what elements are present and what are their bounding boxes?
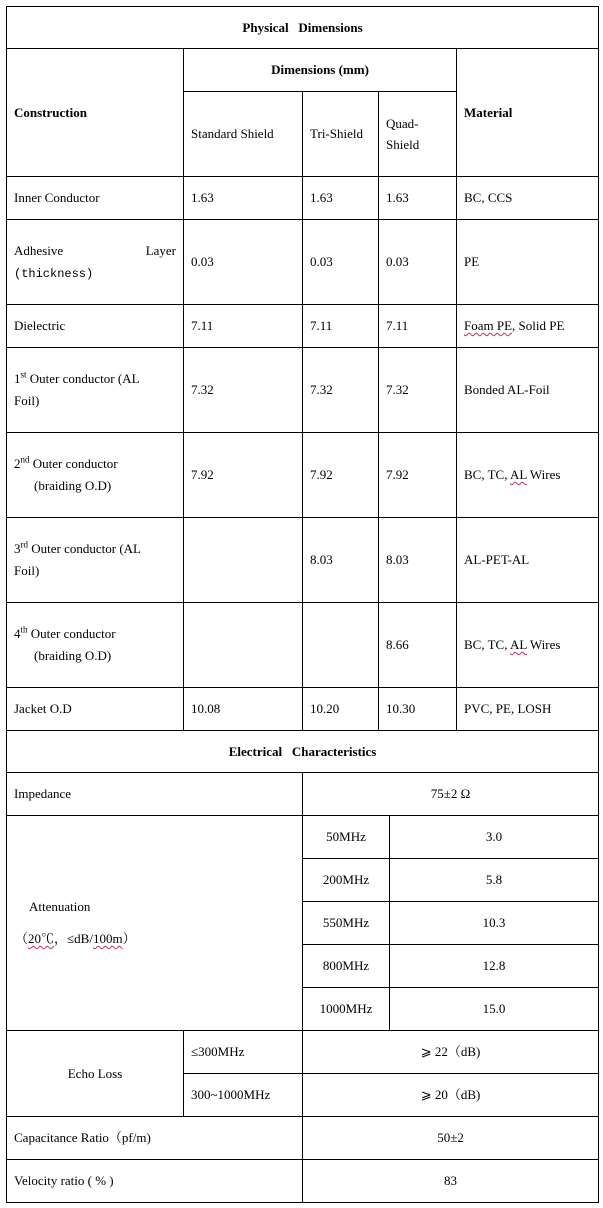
table-row: [7, 177, 599, 220]
attenuation-value: 3.0: [390, 816, 599, 859]
material-value: [457, 433, 599, 518]
impedance-row: [7, 773, 599, 816]
row-label: [7, 348, 184, 433]
quad-value: 8.66: [379, 603, 457, 688]
material-value: PE: [457, 220, 599, 305]
attenuation-value: 12.8: [390, 945, 599, 988]
row-label: [7, 220, 184, 305]
row-label: Jacket O.D: [7, 688, 184, 731]
capacitance-row: [7, 1117, 599, 1160]
velocity-row: [7, 1160, 599, 1203]
quad-value: 7.92: [379, 433, 457, 518]
impedance-value: 75±2 Ω: [303, 773, 599, 816]
capacitance-label: Capacitance Ratio（pf/m): [7, 1117, 303, 1160]
col-quad-shield: [379, 92, 457, 177]
standard-value: 0.03: [184, 220, 303, 305]
physical-dimensions-title: Physical Dimensions: [7, 7, 599, 49]
material-part: BC, TC,: [464, 637, 511, 652]
ordinal: 2: [14, 456, 21, 471]
ordinal: 1: [14, 371, 21, 386]
ordinal-suffix: th: [20, 624, 28, 635]
echo-loss-value: ⩾ 22（dB): [303, 1031, 599, 1074]
material-part: AL: [510, 637, 527, 652]
attenuation-value: 15.0: [390, 988, 599, 1031]
material-header: Material: [457, 49, 599, 177]
standard-value: [184, 518, 303, 603]
label-part: Layer: [145, 242, 176, 258]
ordinal: 3: [14, 541, 21, 556]
table-row: [7, 688, 599, 731]
attenuation-condition: [15, 931, 295, 947]
table-row: [7, 433, 599, 518]
material-value: PVC, PE, LOSH: [457, 688, 599, 731]
material-value: [457, 305, 599, 348]
ordinal-suffix: rd: [20, 539, 28, 550]
label-part: Outer conductor: [27, 626, 116, 641]
material-part: , Solid PE: [512, 318, 565, 333]
quad-value: 7.11: [379, 305, 457, 348]
tri-value: 7.11: [303, 305, 379, 348]
electrical-title-row: [7, 731, 599, 773]
ordinal-suffix: st: [20, 369, 27, 380]
echo-loss-range: ≤300MHz: [184, 1031, 303, 1074]
col-standard-shield: Standard Shield: [184, 92, 303, 177]
label-part: (braiding O.D): [34, 478, 112, 493]
tri-value: 7.92: [303, 433, 379, 518]
row-label: Inner Conductor: [7, 177, 184, 220]
label-part: (braiding O.D): [34, 648, 112, 663]
standard-value: 1.63: [184, 177, 303, 220]
echo-loss-value: ⩾ 20（dB): [303, 1074, 599, 1117]
tri-value: 0.03: [303, 220, 379, 305]
table-row: [7, 518, 599, 603]
quad-value: 1.63: [379, 177, 457, 220]
spec-table: [6, 6, 599, 1203]
standard-value: 10.08: [184, 688, 303, 731]
label-part: Foil): [14, 563, 40, 578]
material-value: BC, CCS: [457, 177, 599, 220]
header-row-1: [7, 49, 599, 92]
velocity-label: Velocity ratio ( % ): [7, 1160, 303, 1203]
attenuation-freq: 550MHz: [303, 902, 390, 945]
table-row: [7, 348, 599, 433]
table-row: [7, 220, 599, 305]
row-label: [7, 433, 184, 518]
material-part: Wires: [526, 637, 561, 652]
standard-value: [184, 603, 303, 688]
quad-value: 8.03: [379, 518, 457, 603]
col-tri-shield: Tri-Shield: [303, 92, 379, 177]
material-part: Foam PE: [464, 318, 513, 333]
attenuation-value: 5.8: [390, 859, 599, 902]
ordinal: 4: [14, 626, 21, 641]
attenuation-label: Attenuation: [29, 899, 91, 914]
material-part: Wires: [526, 467, 561, 482]
row-label: [7, 518, 184, 603]
attenuation-value: 10.3: [390, 902, 599, 945]
physical-title-row: [7, 7, 599, 49]
condition-part: （: [15, 931, 29, 946]
condition-part: ）: [122, 931, 136, 946]
material-part: BC, TC,: [464, 467, 511, 482]
attenuation-freq: 800MHz: [303, 945, 390, 988]
col-quad-b: Shield: [386, 137, 420, 152]
row-label: Dielectric: [7, 305, 184, 348]
material-value: Bonded AL-Foil: [457, 348, 599, 433]
label-part: Outer conductor (AL: [28, 541, 141, 556]
attenuation-row: [7, 816, 599, 859]
quad-value: 0.03: [379, 220, 457, 305]
dimensions-header: Dimensions (mm): [184, 49, 457, 92]
condition-part: ，≤dB/: [54, 931, 93, 946]
material-part: AL: [510, 467, 527, 482]
impedance-label: Impedance: [7, 773, 303, 816]
attenuation-label-cell: [7, 816, 303, 1031]
label-part: Outer conductor (AL: [26, 371, 140, 386]
electrical-characteristics-title: Electrical Characteristics: [7, 731, 599, 773]
echo-loss-range: 300~1000MHz: [184, 1074, 303, 1117]
tri-value: 1.63: [303, 177, 379, 220]
label-part: (thickness): [14, 266, 94, 281]
tri-value: 8.03: [303, 518, 379, 603]
material-value: AL-PET-AL: [457, 518, 599, 603]
standard-value: 7.32: [184, 348, 303, 433]
echo-loss-label: Echo Loss: [7, 1031, 184, 1117]
material-value: [457, 603, 599, 688]
quad-value: 10.30: [379, 688, 457, 731]
label-part: Foil): [14, 393, 40, 408]
velocity-value: 83: [303, 1160, 599, 1203]
tri-value: 10.20: [303, 688, 379, 731]
condition-part: 100m: [92, 931, 123, 946]
standard-value: 7.11: [184, 305, 303, 348]
tri-value: [303, 603, 379, 688]
table-row: [7, 305, 599, 348]
construction-header: Construction: [7, 49, 184, 177]
attenuation-freq: 200MHz: [303, 859, 390, 902]
col-quad-a: Quad-: [386, 116, 419, 131]
label-part: Outer conductor: [29, 456, 118, 471]
spec-sheet: [6, 6, 598, 1203]
tri-value: 7.32: [303, 348, 379, 433]
ordinal-suffix: nd: [20, 454, 30, 465]
row-label: [7, 603, 184, 688]
echo-loss-row: [7, 1031, 599, 1074]
quad-value: 7.32: [379, 348, 457, 433]
label-part: Adhesive: [14, 242, 64, 258]
capacitance-value: 50±2: [303, 1117, 599, 1160]
standard-value: 7.92: [184, 433, 303, 518]
condition-part: 20℃: [28, 931, 55, 946]
attenuation-freq: 1000MHz: [303, 988, 390, 1031]
table-row: [7, 603, 599, 688]
attenuation-freq: 50MHz: [303, 816, 390, 859]
